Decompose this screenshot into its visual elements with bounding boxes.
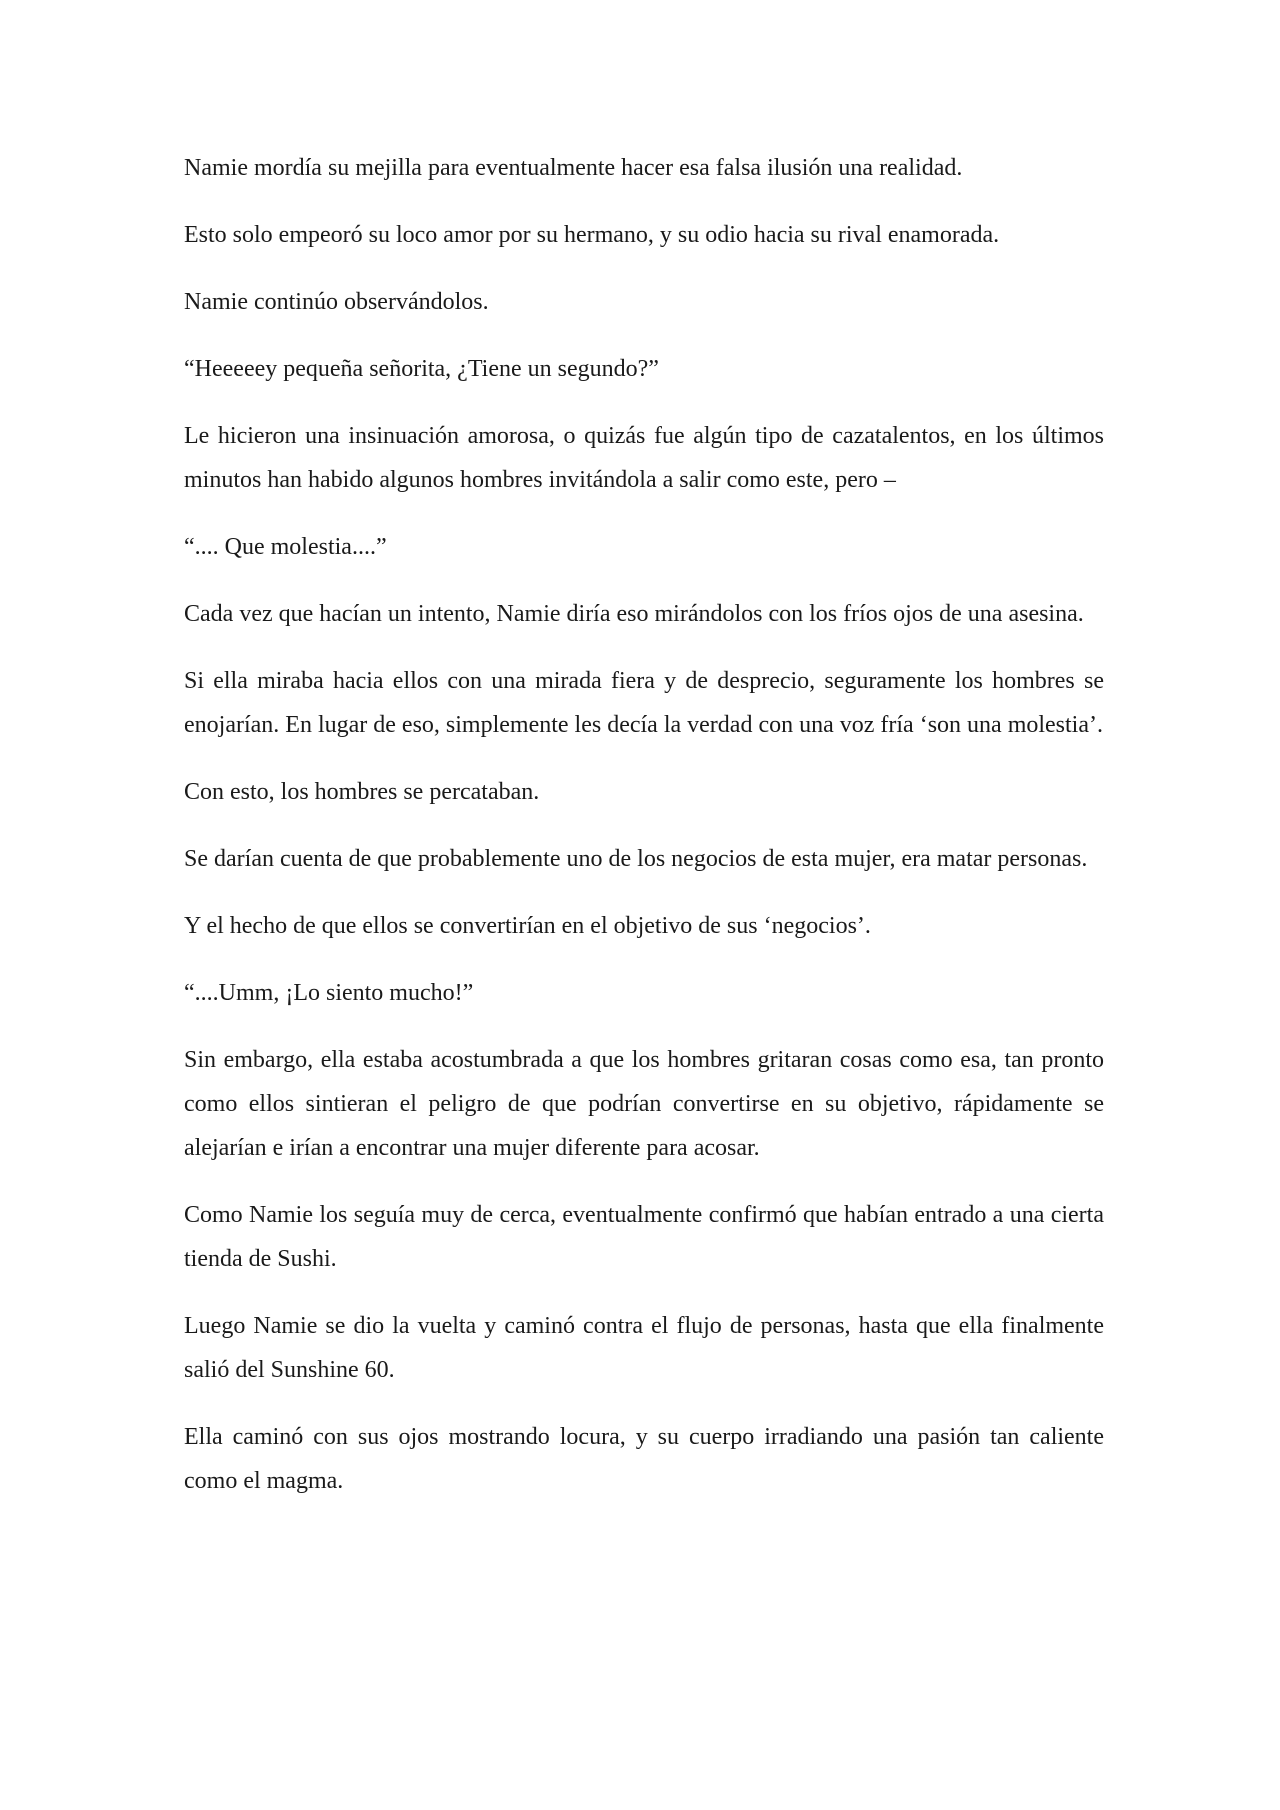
paragraph: Namie mordía su mejilla para eventualmente hacer esa falsa ilusión una realidad. xyxy=(184,155,963,181)
paragraph: Cada vez que hacían un intento, Namie diría eso mirándolos con los fríos ojos de una asesina. xyxy=(184,601,1084,627)
paragraph: Con esto, los hombres se percataban. xyxy=(184,779,540,805)
dialogue-line: “Heeeeey pequeña señorita, ¿Tiene un segundo?” xyxy=(184,356,659,382)
paragraph: Esto solo empeoró su loco amor por su hermano, y su odio hacia su rival enamorada. xyxy=(184,222,1000,248)
paragraph: Sin embargo, ella estaba acostumbrada a que los hombres gritaran cosas como esa, tan pronto como ellos sintieran el peligro de que podrían convertirse en su objetivo, rápidamente se alejarían e irían a encontrar una mujer diferente para acosar. xyxy=(184,1047,1104,1161)
dialogue-line: “.... Que molestia....” xyxy=(184,534,387,560)
paragraph: Luego Namie se dio la vuelta y caminó contra el flujo de personas, hasta que ella finalmente salió del Sunshine 60. xyxy=(184,1313,1104,1383)
paragraph: Si ella miraba hacia ellos con una mirada fiera y de desprecio, seguramente los hombres se enojarían. En lugar de eso, simplemente les decía la verdad con una voz fría ‘son una molestia’. xyxy=(184,668,1104,738)
paragraph: Se darían cuenta de que probablemente uno de los negocios de esta mujer, era matar personas. xyxy=(184,846,1088,872)
paragraph: Namie continúo observándolos. xyxy=(184,289,489,315)
body-text xyxy=(184,146,1104,1526)
paragraph: Ella caminó con sus ojos mostrando locura, y su cuerpo irradiando una pasión tan caliente como el magma. xyxy=(184,1424,1104,1494)
paragraph: Y el hecho de que ellos se convertirían en el objetivo de sus ‘negocios’. xyxy=(184,913,871,939)
paragraph: Como Namie los seguía muy de cerca, eventualmente confirmó que habían entrado a una cierta tienda de Sushi. xyxy=(184,1202,1104,1272)
paragraph: Le hicieron una insinuación amorosa, o quizás fue algún tipo de cazatalentos, en los últimos minutos han habido algunos hombres invitándola a salir como este, pero – xyxy=(184,423,1104,493)
dialogue-line: “....Umm, ¡Lo siento mucho!” xyxy=(184,980,474,1006)
